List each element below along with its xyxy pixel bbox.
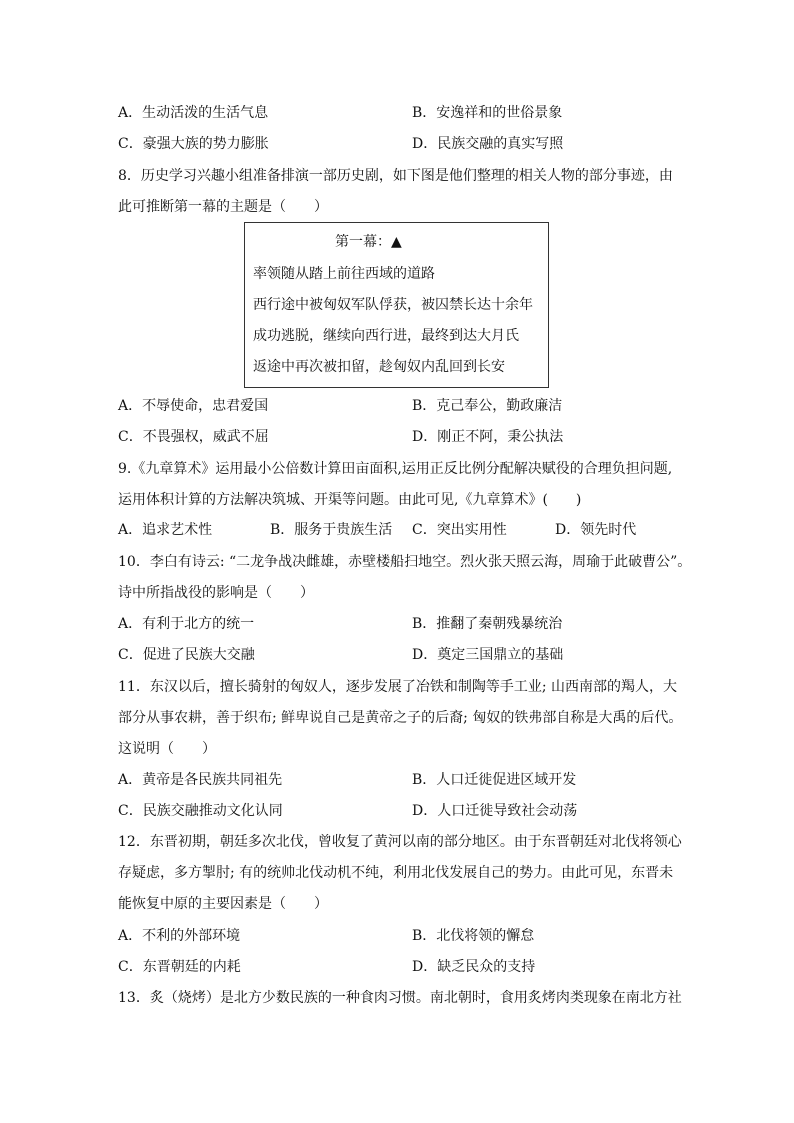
q7-option-a: A．生动活泼的生活气息: [118, 105, 269, 121]
q12-option-a: A．不利的外部环境: [118, 928, 241, 944]
q8-stem-line2: 此可推断第一幕的主题是（ ）: [118, 199, 328, 215]
q8-box-line1: 率领随从踏上前往西域的道路: [253, 266, 435, 282]
q9-option-d: D．领先时代: [555, 522, 637, 538]
q9-stem-line1: 9.《九章算术》运用最小公倍数计算田亩面积,运用正反比例分配解决赋役的合理负担问题,: [118, 461, 673, 477]
q10-option-b: B．推翻了秦朝残暴统治: [412, 616, 563, 632]
q12-stem-line1: 12．东晋初期，朝廷多次北伐，曾收复了黄河以南的部分地区。由于东晋朝廷对北伐将领心: [118, 834, 682, 850]
q8-option-a: A．不辱使命，忠君爱国: [118, 398, 269, 414]
q9-option-a: A．追求艺术性: [118, 522, 213, 538]
q7-option-b: B．安逸祥和的世俗景象: [412, 105, 563, 121]
q8-stem-line1: 8．历史学习兴趣小组准备排演一部历史剧，如下图是他们整理的相关人物的部分事迹，由: [118, 168, 673, 184]
q12-stem-line3: 能恢复中原的主要因素是（ ）: [118, 896, 328, 912]
q11-option-b: B．人口迁徙促进区域开发: [412, 772, 577, 788]
q10-option-c: C．促进了民族大交融: [118, 647, 255, 663]
q12-option-b: B．北伐将领的懈怠: [412, 928, 535, 944]
q9-option-c: C．突出实用性: [412, 522, 507, 538]
q13-stem-line1: 13．炙（烧烤）是北方少数民族的一种食肉习惯。南北朝时，食用炙烤肉类现象在南北方社: [118, 990, 682, 1006]
q10-stem-line1: 10．李白有诗云: “二龙争战决雌雄，赤壁楼船扫地空。烈火张天照云海，周瑜于此破曹公”。: [118, 554, 692, 570]
q8-box-title: 第一幕：▲: [335, 234, 402, 250]
q11-stem-line1: 11．东汉以后，擅长骑射的匈奴人，逐步发展了冶铁和制陶等手工业; 山西南部的羯人，大: [118, 679, 677, 695]
q11-stem-line3: 这说明（ ）: [118, 741, 216, 757]
q12-option-c: C．东晋朝廷的内耗: [118, 959, 241, 975]
q11-option-c: C．民族交融推动文化认同: [118, 803, 283, 819]
q8-option-c: C．不畏强权，威武不屈: [118, 429, 269, 445]
q10-option-a: A．有利于北方的统一: [118, 616, 255, 632]
q10-option-d: D．奠定三国鼎立的基础: [412, 647, 564, 663]
q8-box-line4: 返途中再次被扣留，趁匈奴内乱回到长安: [253, 359, 505, 375]
q8-option-d: D．刚正不阿，秉公执法: [412, 429, 564, 445]
q8-box-line2: 西行途中被匈奴军队俘获，被囚禁长达十余年: [253, 297, 533, 313]
q9-stem-line2: 运用体积计算的方法解决筑城、开渠等问题。由此可见,《九章算术》( ): [118, 492, 582, 508]
q12-stem-line2: 存疑虑，多方掣肘; 有的统帅北伐动机不纯，利用北伐发展自己的势力。由此可见，东晋未: [118, 865, 674, 881]
q9-option-b: B．服务于贵族生活: [270, 522, 393, 538]
q7-option-c: C．豪强大族的势力膨胀: [118, 136, 269, 152]
q7-option-d: D．民族交融的真实写照: [412, 136, 564, 152]
q8-material-box: [244, 222, 549, 388]
q8-option-b: B．克己奉公，勤政廉洁: [412, 398, 563, 414]
q8-box-line3: 成功逃脱，继续向西行进，最终到达大月氏: [253, 328, 519, 344]
q11-stem-line2: 部分从事农耕，善于织布; 鲜卑说自己是黄帝之子的后裔; 匈奴的铁弗部自称是大禹的后代。: [118, 710, 683, 726]
q11-option-a: A．黄帝是各民族共同祖先: [118, 772, 283, 788]
q12-option-d: D．缺乏民众的支持: [412, 959, 536, 975]
q10-stem-line2: 诗中所指战役的影响是（ ）: [118, 585, 314, 601]
q11-option-d: D．人口迁徙导致社会动荡: [412, 803, 578, 819]
